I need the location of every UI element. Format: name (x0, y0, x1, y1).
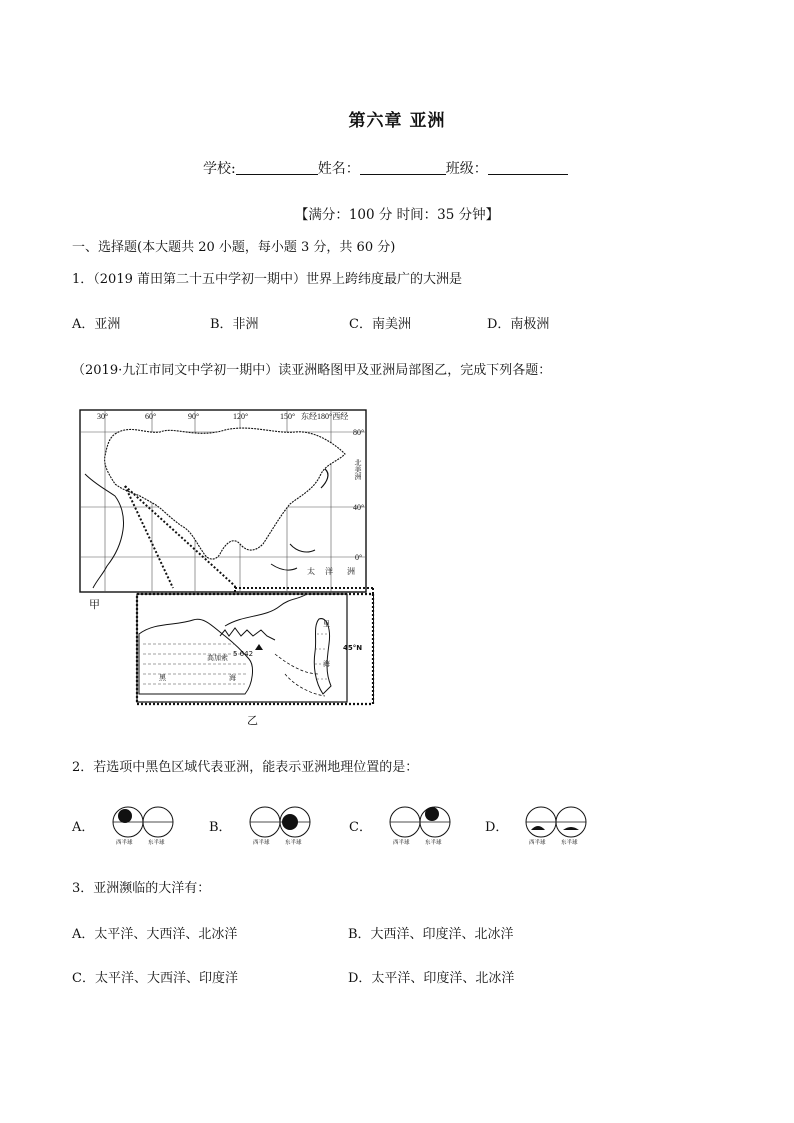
inset-sea-char: 海 (323, 660, 330, 668)
q1-option-b[interactable]: B．非洲 (210, 317, 259, 332)
east-hemisphere-label: 东半球 (425, 840, 442, 846)
inset-region-label: 高加索 (207, 654, 228, 662)
q3-option-c[interactable]: C．太平洋、大西洋、印度洋 (72, 971, 238, 986)
page-title: 第六章 亚洲 (348, 111, 446, 131)
west-hemisphere-label: 西半球 (529, 840, 546, 846)
west-hemisphere-label: 西半球 (253, 840, 270, 846)
q3-option-a[interactable]: A．太平洋、大西洋、北冰洋 (72, 927, 238, 942)
class-blank[interactable] (488, 160, 568, 175)
score-time-line: 【满分：100 分 时间：35 分钟】 (294, 207, 500, 223)
hemisphere-globes-icon (375, 802, 465, 846)
q2-option-label: C． (349, 820, 372, 835)
east-hemisphere-label: 东半球 (561, 840, 578, 846)
q3-option-b[interactable]: B．大西洋、印度洋、北冰洋 (348, 927, 514, 942)
west-hemisphere-label: 西半球 (116, 840, 133, 846)
lon-label: 30° (97, 412, 109, 421)
asia-map-figure (75, 404, 405, 729)
section-heading: 一、选择题(本大题共 20 小题，每小题 3 分，共 60 分) (72, 240, 396, 255)
student-info-row (203, 158, 568, 178)
q1-option-d[interactable]: D．南极洲 (487, 317, 550, 332)
ocean-char: 太 (307, 567, 315, 576)
question-1-stem: 1．（2019 莆田第二十五中学初一期中）世界上跨纬度最广的大洲是 (72, 272, 462, 287)
figure-label-jia: 甲 (89, 598, 100, 611)
school-blank[interactable] (236, 160, 318, 175)
q3-option-d[interactable]: D．太平洋、印度洋、北冰洋 (348, 971, 515, 986)
q2-option-label: B． (209, 820, 232, 835)
figure-label-yi: 乙 (247, 714, 258, 727)
lat-label: 0° (355, 553, 363, 562)
inset-peak-label: 5 642 (233, 650, 254, 658)
q1-option-c[interactable]: C．南美洲 (349, 317, 411, 332)
inset-region-char: 海 (229, 674, 236, 682)
name-blank[interactable] (360, 160, 446, 175)
west-hemisphere-label: 西半球 (393, 840, 410, 846)
q2-option-label: A． (72, 820, 95, 835)
hemisphere-globes-icon (511, 802, 601, 846)
question-3-stem: 3．亚洲濒临的大洋有： (72, 881, 211, 896)
name-label: 姓名： (317, 161, 360, 177)
q2-option-label: D． (485, 820, 509, 835)
class-label: 班级： (445, 161, 488, 177)
school-label: 学校: (203, 161, 236, 177)
lon-label: 东经180°西经 (301, 412, 349, 421)
inset-sea-char: 里 (323, 620, 330, 628)
ocean-char: 洋 (325, 567, 333, 576)
lat-label: 40° (353, 503, 365, 512)
east-hemisphere-label: 东半球 (148, 840, 165, 846)
hemisphere-globes-icon (98, 802, 188, 846)
lon-label: 120° (233, 412, 249, 421)
lat-label: 80° (353, 428, 365, 437)
lon-label: 90° (188, 412, 200, 421)
side-text: 北美洲 (354, 459, 362, 480)
hemisphere-globes-icon (235, 802, 325, 846)
lon-label: 60° (145, 412, 157, 421)
lon-label: 150° (280, 412, 296, 421)
east-hemisphere-label: 东半球 (285, 840, 302, 846)
q1-option-a[interactable]: A．亚洲 (72, 317, 121, 332)
question-2-stem: 2．若选项中黑色区域代表亚洲，能表示亚洲地理位置的是： (72, 760, 419, 775)
inset-lat-label: 45°N (343, 644, 363, 652)
ocean-char: 洲 (347, 567, 355, 576)
material-intro: （2019·九江市同文中学初一期中）读亚洲略图甲及亚洲局部图乙，完成下列各题： (72, 363, 552, 378)
inset-region-char: 黑 (159, 674, 166, 682)
